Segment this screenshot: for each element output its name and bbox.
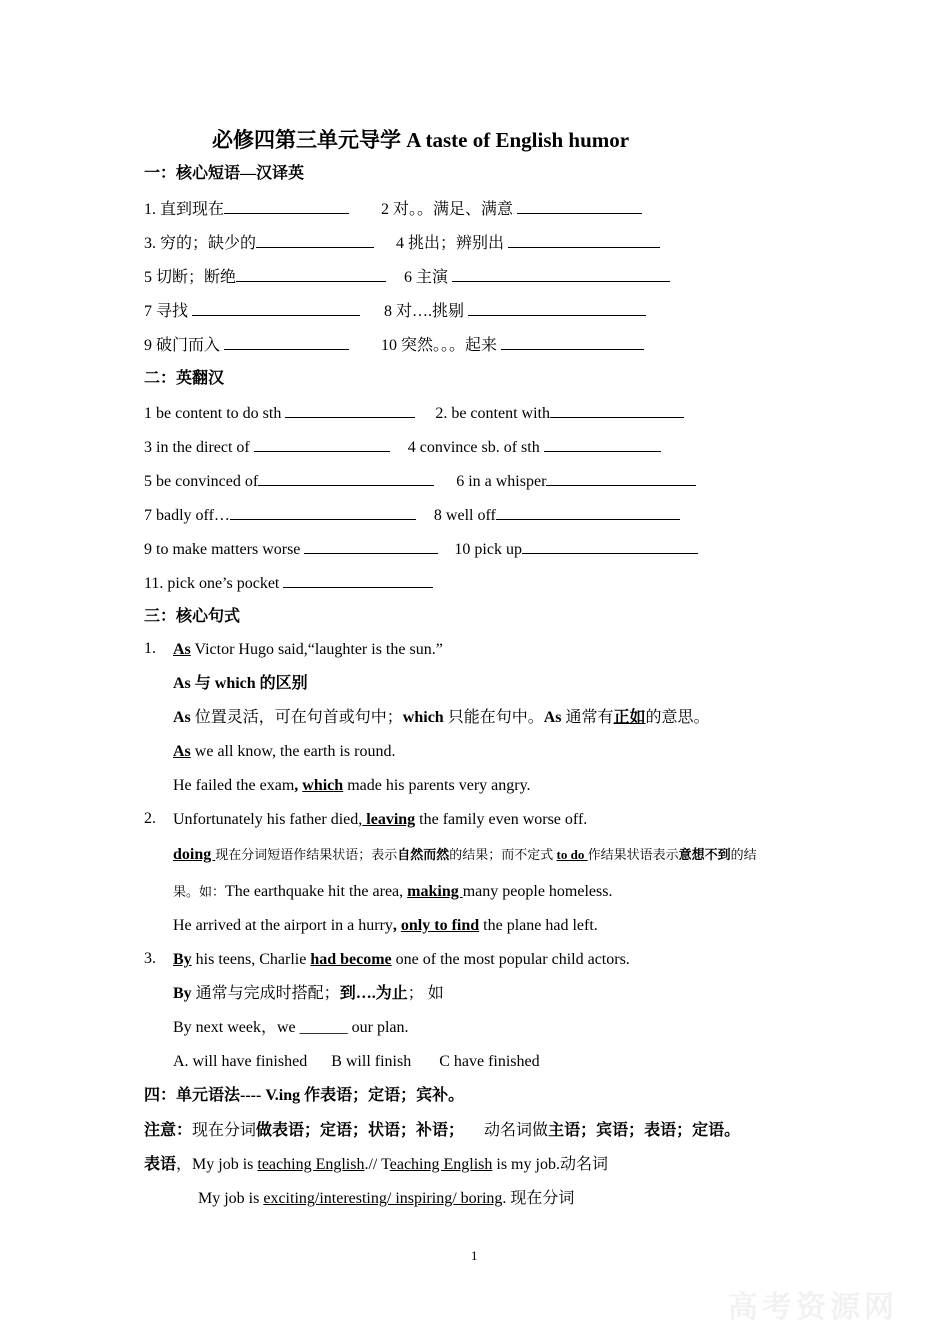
- s1-row-2: [144, 232, 660, 254]
- item-number: 1.: [144, 640, 156, 657]
- s2-row-3: [144, 470, 696, 492]
- predicative-example-2: My job is exciting/interesting/ inspiring/ boring. 现在分词: [198, 1190, 575, 1207]
- answer-blank: [508, 232, 660, 248]
- predicative-example-1: 表语，My job is teaching English.// Teaching English is my job.动名词: [144, 1156, 608, 1173]
- s1-item-5: 5 切断；断绝: [144, 269, 237, 286]
- answer-blank: [224, 334, 349, 350]
- s2-row-4: [144, 504, 680, 526]
- example-as: As we all know, the earth is round.: [173, 743, 396, 760]
- s1-item-9: 9 破门而入: [144, 337, 221, 354]
- item-number: 2.: [144, 810, 156, 827]
- answer-blank: [285, 402, 415, 418]
- s1-item-8: 8 对….挑剔: [384, 303, 465, 320]
- s1-row-1: [144, 198, 642, 220]
- example-which: He failed the exam, which made his parents very angry.: [173, 777, 531, 794]
- answer-blank: [452, 266, 670, 282]
- answer-blank: [230, 504, 416, 520]
- example-only-to-find: He arrived at the airport in a hurry, only to find the plane had left.: [173, 917, 598, 934]
- s2-item-7: 7 badly off…: [144, 507, 230, 524]
- answer-blank: [501, 334, 644, 350]
- s2-row-5: [144, 538, 698, 560]
- answer-blank: [283, 572, 433, 588]
- answer-blank: [254, 436, 390, 452]
- section-1-heading: 一：核心短语—汉译英: [144, 165, 305, 182]
- section-2-heading: 二：英翻汉: [144, 370, 225, 387]
- s2-item-11: 11. pick one’s pocket: [144, 575, 280, 592]
- page-title: 必修四第三单元导学 A taste of English humor: [212, 128, 630, 152]
- answer-blank: [236, 266, 386, 282]
- s2-row-1: [144, 402, 684, 424]
- sentence-3: By his teens, Charlie had become one of the most popular child actors.: [173, 951, 630, 968]
- s2-item-9: 9 to make matters worse: [144, 541, 301, 558]
- by-exercise: By next week，we ______ our plan.: [173, 1019, 409, 1036]
- page-number: 1: [471, 1248, 478, 1263]
- sentence-2: Unfortunately his father died, leaving the family even worse off.: [173, 811, 588, 828]
- s2-item-4: 4 convince sb. of sth: [407, 439, 540, 456]
- example-making: 果。如：The earthquake hit the area, making many people homeless.: [173, 883, 613, 900]
- s1-item-2: 2 对。。满足、满意: [381, 201, 514, 218]
- s2-item-1: 1 be content to do sth: [144, 405, 282, 422]
- answer-blank: [258, 470, 434, 486]
- section-3-heading: 三：核心句式: [144, 608, 241, 625]
- s2-item-6: 6 in a whisper: [456, 473, 547, 490]
- s2-item-3: 3 in the direct of: [144, 439, 250, 456]
- by-note: By 通常与完成时搭配；到….为止； 如: [173, 985, 444, 1002]
- s1-row-5: [144, 334, 644, 356]
- s1-row-3: [144, 266, 670, 288]
- answer-blank: [224, 198, 349, 214]
- answer-blank: [192, 300, 360, 316]
- sentence-1: As Victor Hugo said,“laughter is the sun.”: [173, 641, 443, 658]
- answer-blank: [256, 232, 374, 248]
- section-4-heading: 四：单元语法---- V.ing 作表语；定语；宾补。: [144, 1087, 465, 1104]
- answer-blank: [546, 470, 696, 486]
- s1-row-4: [144, 300, 646, 322]
- s1-item-10: 10 突然。。。起来: [381, 337, 498, 354]
- s1-item-6: 6 主演: [404, 269, 449, 286]
- watermark: 高考资源网: [728, 1291, 898, 1324]
- answer-blank: [468, 300, 646, 316]
- answer-blank: [550, 402, 684, 418]
- answer-blank: [496, 504, 680, 520]
- as-which-note: As 位置灵活，可在句首或句中；which 只能在句中。As 通常有正如的意思。: [173, 709, 710, 726]
- answer-blank: [304, 538, 438, 554]
- as-which-heading: As 与 which 的区别: [173, 675, 308, 692]
- item-number: 3.: [144, 950, 156, 967]
- s2-row-6: [144, 572, 433, 594]
- s2-item-5: 5 be convinced of: [144, 473, 259, 490]
- answer-blank: [517, 198, 642, 214]
- s1-item-3: 3. 穷的；缺少的: [144, 235, 257, 252]
- grammar-note: 注意：现在分词做表语；定语；状语；补语； 动名词做主语；宾语；表语；定语。: [144, 1122, 741, 1139]
- s2-item-10: 10 pick up: [454, 541, 522, 558]
- by-options: A. will have finished B will finish C have finished: [173, 1053, 540, 1070]
- answer-blank: [522, 538, 698, 554]
- s2-row-2: [144, 436, 661, 458]
- s1-item-1: 1. 直到现在: [144, 201, 225, 218]
- s1-item-4: 4 挑出；辨别出: [396, 235, 505, 252]
- doing-note: doing 现在分词短语作结果状语；表示自然而然的结果；而不定式 to do 作结果状语表示意想不到的结: [173, 846, 757, 863]
- s2-item-8: 8 well off: [433, 507, 496, 524]
- s1-item-7: 7 寻找: [144, 303, 189, 320]
- s2-item-2: 2. be content with: [435, 405, 550, 422]
- answer-blank: [544, 436, 661, 452]
